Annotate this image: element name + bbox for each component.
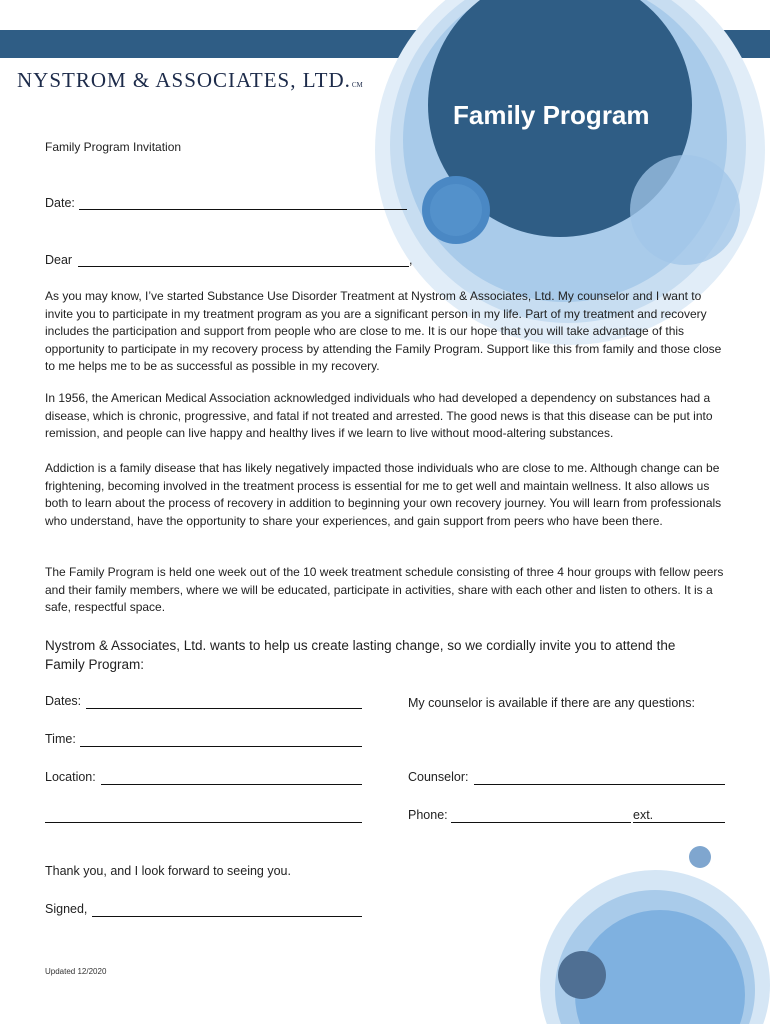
company-name: NYSTROM & ASSOCIATES, LTD.	[17, 68, 351, 92]
counselor-note: My counselor is available if there are any questions:	[408, 696, 695, 710]
trademark-mark: CM	[351, 81, 363, 89]
company-logo	[17, 68, 363, 93]
location-field[interactable]	[101, 784, 362, 785]
dates-field[interactable]	[86, 708, 362, 709]
paragraph-2: In 1956, the American Medical Association acknowledged individuals who had developed a dependency on substances had a disease, which is chronic, progressive, and fatal if not treated and arrested. The good news is that this disease can be put into remission, and people can live happy and healthy lives if we learn to live without mood-altering substances.	[45, 391, 713, 440]
phone-label: Phone:	[408, 808, 448, 822]
updated-date: Updated 12/2020	[45, 967, 107, 976]
paragraph-4: The Family Program is held one week out of the 10 week treatment schedule consisting of three 4 hour groups with fellow peers and their family members, where we will be educated, participate in activities, share with each other and listen to others. It is a safe, respectful space.	[45, 565, 724, 614]
date-label: Date:	[45, 196, 75, 210]
location-field-line-2[interactable]	[45, 822, 362, 823]
location-label: Location:	[45, 770, 96, 784]
bottom-circle-cluster	[540, 846, 770, 1024]
ext-label: ext.	[633, 808, 654, 822]
letter-subtitle: Family Program Invitation	[45, 140, 182, 154]
signature-field[interactable]	[92, 916, 362, 917]
dear-comma: ,	[409, 253, 413, 267]
recipient-field[interactable]	[78, 266, 409, 267]
program-title: Family Program	[453, 100, 650, 130]
date-field[interactable]	[79, 209, 407, 210]
time-field[interactable]	[80, 746, 362, 747]
phone-field[interactable]	[451, 822, 631, 823]
paragraph-3: Addiction is a family disease that has likely negatively impacted those individuals who are close to me. Although change can be frightening, becoming involved in the treatment process is essential for me to get well and maintain wellness. It also allows us both to learn about the process of recovery in addition to beginning your own recovery journey. You will learn from professionals who understand, have the opportunity to share your experiences, and gain support from peers who have been there.	[45, 461, 722, 528]
signed-label: Signed,	[45, 902, 88, 916]
dear-label: Dear	[45, 253, 73, 267]
invite-text: Nystrom & Associates, Ltd. wants to help us create lasting change, so we cordially invite you to attend the Family Program:	[45, 638, 676, 672]
paragraph-1: As you may know, I’ve started Substance Use Disorder Treatment at Nystrom & Associates, Ltd. My counselor and I want to invite you to participate in my treatment program as you are a significant person in my life. Part of my treatment and recovery includes the participation and support from people who are close to me. It is our hope that you will take advantage of this opportunity to participate in my recovery process by attending the Family Program. Support like this from family and those close to me helps me to be as successful as possible in my recovery.	[45, 289, 722, 373]
time-label: Time:	[45, 732, 76, 746]
counselor-label: Counselor:	[408, 770, 469, 784]
closing-thanks: Thank you, and I look forward to seeing you.	[45, 864, 291, 878]
ext-field[interactable]	[633, 822, 725, 823]
dates-label: Dates:	[45, 694, 82, 708]
counselor-field[interactable]	[474, 784, 725, 785]
